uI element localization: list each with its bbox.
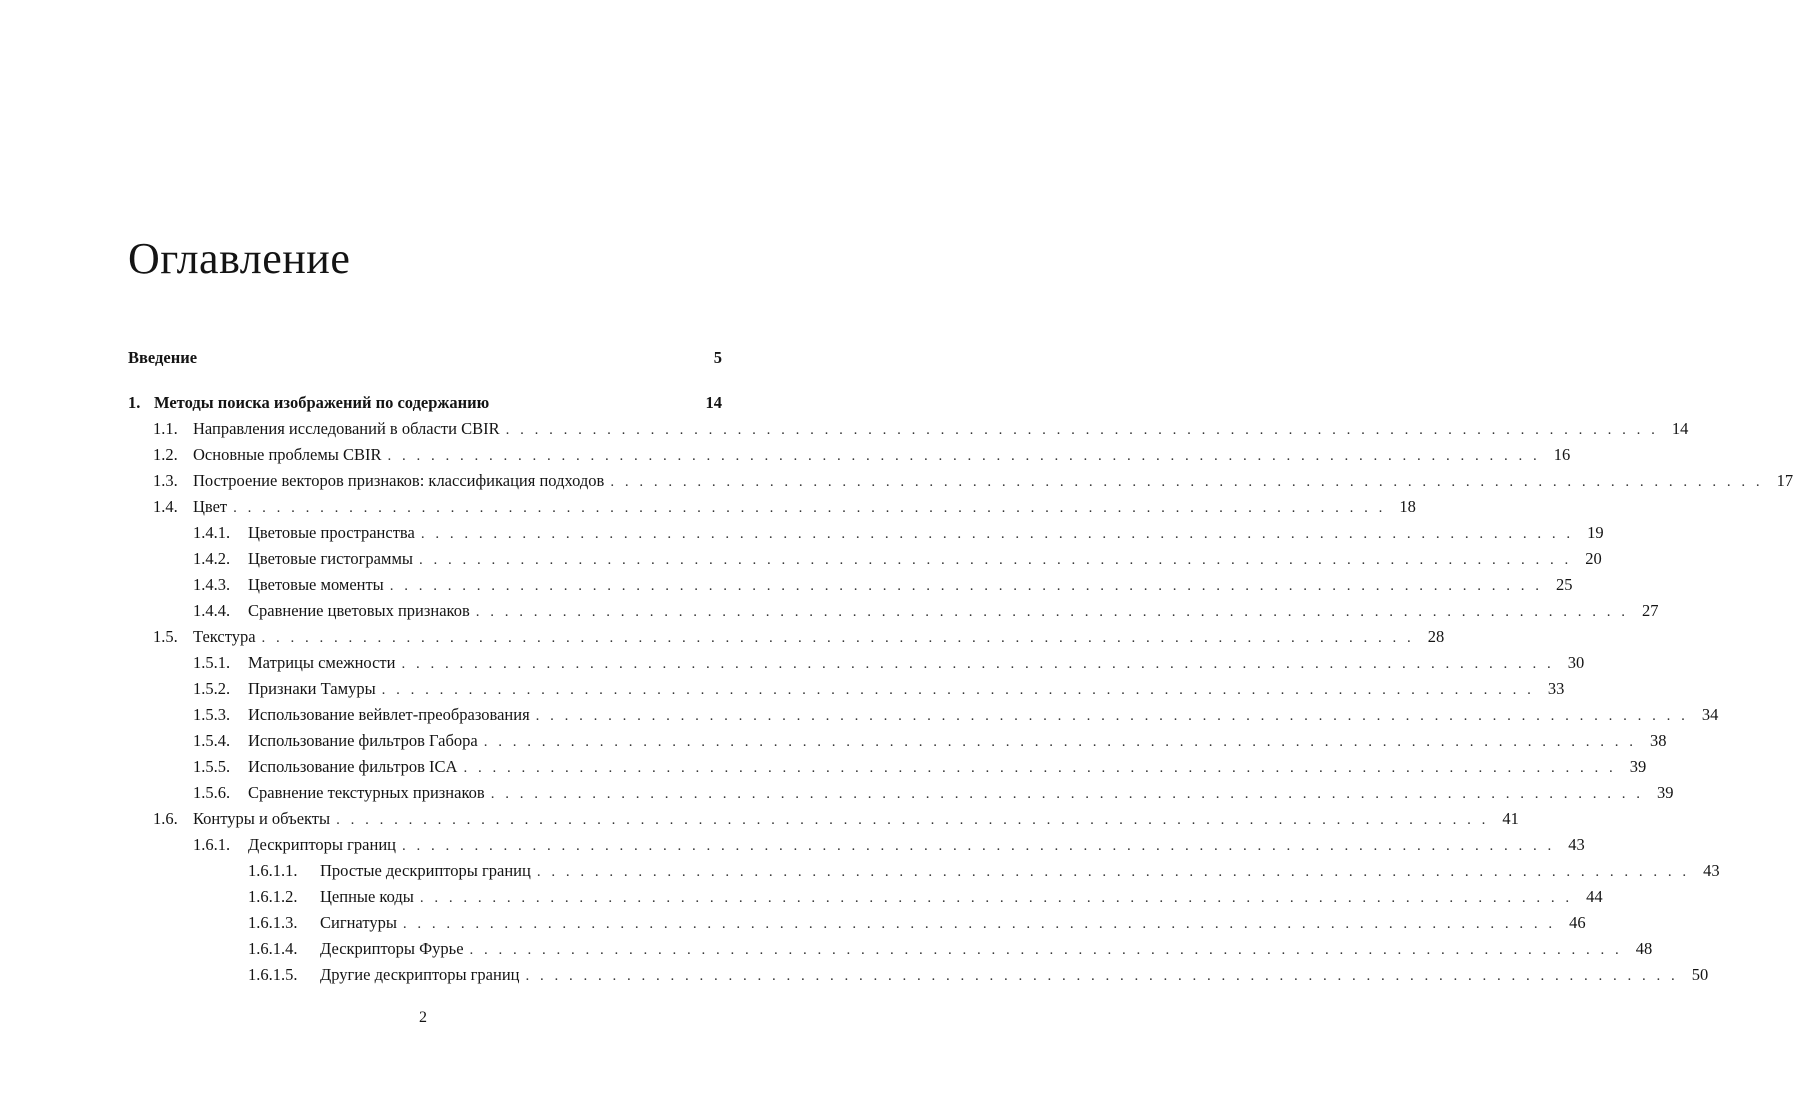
toc-leader-dots: . . . . . . . . . . . . . . . . . . . . . . . . . . . . . . . . . . . . . . . . . . . . . . . . . . . . . . . . . . . . . . . . . . . . . . . . . . . . . . . . [418, 552, 1572, 568]
toc-entry-title: Построение векторов признаков: классификация подходов [193, 471, 605, 490]
toc-entry[interactable] [193, 702, 1719, 728]
toc-entry-page: 38 [1649, 731, 1667, 750]
toc-entry[interactable] [193, 598, 1659, 624]
toc-entry-title: Сигнатуры [320, 913, 397, 932]
toc-leader-dots: . . . . . . . . . . . . . . . . . . . . . . . . . . . . . . . . . . . . . . . . . . . . . . . . . . . . . . . . . . . . . . . . . . . . . . . . . . . . . . . . [336, 812, 1489, 828]
toc-entry-number: 1.2. [153, 445, 178, 464]
toc-entry-number: 1.5.1. [193, 653, 231, 672]
toc-entry-page: 14 [705, 393, 722, 412]
toc-entry-number: 1. [128, 393, 141, 412]
toc-entry-number: 1.4.2. [193, 549, 231, 568]
toc-entry-number: 1.5.2. [193, 679, 231, 698]
toc-entry-page: 19 [1587, 523, 1604, 542]
toc-entry-title: Использование фильтров Габора [248, 731, 478, 750]
toc-entry[interactable] [193, 572, 1573, 598]
toc-leader-dots: . . . . . . . . . . . . . . . . . . . . . . . . . . . . . . . . . . . . . . . . . . . . . . . . . . . . . . . . . . . . . . . . . . . . . . . . . . . . . . . . [490, 786, 1644, 802]
toc-entry[interactable] [248, 910, 1586, 936]
page-title: Оглавление [128, 234, 351, 283]
toc-entry-title: Цепные коды [320, 887, 414, 906]
toc-leader-dots: . . . . . . . . . . . . . . . . . . . . . . . . . . . . . . . . . . . . . . . . . . . . . . . . . . . . . . . . . . . . . . . . . . . . . . . . . . . . . . . . [463, 760, 1617, 776]
toc-entry[interactable] [153, 494, 1416, 520]
toc-entry-page: 27 [1642, 601, 1659, 620]
toc-entry-page: 14 [1671, 419, 1689, 438]
toc-entry-number: 1.6.1.5. [248, 965, 298, 984]
toc-entry[interactable] [128, 345, 722, 371]
toc-entry-page: 44 [1586, 887, 1603, 906]
toc-leader-dots: . . . . . . . . . . . . . . . . . . . . . . . . . . . . . . . . . . . . . . . . . . . . . . . . . . . . . . . . . . . . . . . . . . . . . . . . . . . . . . . . [469, 942, 1623, 958]
toc-entry-title: Признаки Тамуры [248, 679, 376, 698]
toc-leader-dots: . . . . . . . . . . . . . . . . . . . . . . . . . . . . . . . . . . . . . . . . . . . . . . . . . . . . . . . . . . . . . . . . . . . . . . . . . . . . . . . . [536, 864, 1690, 880]
toc-entry-page: 46 [1569, 913, 1586, 932]
toc-entry[interactable] [193, 546, 1602, 572]
toc-entry[interactable] [193, 754, 1647, 780]
toc-leader-dots: . . . . . . . . . . . . . . . . . . . . . . . . . . . . . . . . . . . . . . . . . . . . . . . . . . . . . . . . . . . . . . . . . . . . . . . . . . . . . . . . [419, 890, 1573, 906]
toc-entry-title: Использование вейвлет-преобразования [248, 705, 530, 724]
toc-entry-page: 28 [1427, 627, 1445, 646]
toc-entry[interactable] [128, 390, 722, 416]
toc-entry[interactable] [248, 962, 1709, 988]
toc-entry[interactable] [193, 832, 1585, 858]
toc-entry-title: Использование фильтров ICA [248, 757, 458, 776]
toc-entry-page: 50 [1691, 965, 1709, 984]
toc-entry-title: Контуры и объекты [193, 809, 331, 828]
toc-entry-number: 1.6. [153, 809, 178, 828]
toc-entry[interactable] [153, 468, 1793, 494]
toc-leader-dots: . . . . . . . . . . . . . . . . . . . . . . . . . . . . . . . . . . . . . . . . . . . . . . . . . . . . . . . . . . . . . . . . . . . . . . . . . . . . . . . . [401, 838, 1555, 854]
toc-leader-dots: . . . . . . . . . . . . . . . . . . . . . . . . . . . . . . . . . . . . . . . . . . . . . . . . . . . . . . . . . . . . . . . . . . . . . . . . . . . . . . . . [401, 656, 1555, 672]
toc-entry-title: Дескрипторы Фурье [320, 939, 464, 958]
toc-entry-title: Цветовые пространства [248, 523, 415, 542]
toc-leader-dots: . . . . . . . . . . . . . . . . . . . . . . . . . . . . . . . . . . . . . . . . . . . . . . . . . . . . . . . . . . . . . . . . . . . . . . . . . . . . . . . . [387, 448, 1541, 464]
toc-entry[interactable] [153, 442, 1571, 468]
toc-entry-title: Сравнение текстурных признаков [248, 783, 485, 802]
toc-entry-page: 5 [713, 348, 722, 367]
toc-entry-title: Простые дескрипторы границ [320, 861, 531, 880]
toc-entry[interactable] [153, 624, 1445, 650]
toc-entry-page: 18 [1399, 497, 1416, 516]
toc-entry[interactable] [153, 806, 1519, 832]
toc-entry-page: 16 [1553, 445, 1571, 464]
toc-leader-dots: . . . . . . . . . . . . . . . . . . . . . . . . . . . . . . . . . . . . . . . . . . . . . . . . . . . . . . . . . . . . . . . . . . . . . . . . . . . . . . . . [389, 578, 1543, 594]
toc-entry-number: 1.5.4. [193, 731, 231, 750]
toc-entry[interactable] [248, 936, 1653, 962]
toc-entry-number: 1.5. [153, 627, 178, 646]
toc-entry-title: Направления исследований в области CBIR [193, 419, 500, 438]
toc-entry-number: 1.6.1.1. [248, 861, 298, 880]
toc-entry[interactable] [193, 520, 1604, 546]
toc-entry-title: Текстура [193, 627, 256, 646]
toc-entry-page: 39 [1656, 783, 1674, 802]
toc-entry[interactable] [193, 676, 1565, 702]
toc-leader-dots: . . . . . . . . . . . . . . . . . . . . . . . . . . . . . . . . . . . . . . . . . . . . . . . . . . . . . . . . . . . . . . . . . . . . . . . . . . . . . . . . [475, 604, 1629, 620]
toc-entry[interactable] [248, 884, 1603, 910]
toc-entry[interactable] [193, 650, 1585, 676]
toc-entry-title: Цветовые моменты [248, 575, 384, 594]
toc-entry-page: 17 [1776, 471, 1793, 490]
toc-entry-page: 43 [1568, 835, 1585, 854]
toc-entry-page: 25 [1556, 575, 1573, 594]
toc-entry-title: Цвет [193, 497, 228, 516]
toc-entry-page: 39 [1629, 757, 1647, 776]
toc-entry-number: 1.4. [153, 497, 178, 516]
toc-entry-title: Сравнение цветовых признаков [248, 601, 470, 620]
toc-leader-dots: . . . . . . . . . . . . . . . . . . . . . . . . . . . . . . . . . . . . . . . . . . . . . . . . . . . . . . . . . . . . . . . . . . . . . . . . . . . . . . . . [610, 474, 1764, 490]
toc-entry-page: 34 [1701, 705, 1719, 724]
toc-leader-dots: . . . . . . . . . . . . . . . . . . . . . . . . . . . . . . . . . . . . . . . . . . . . . . . . . . . . . . . . . . . . . . . . . . . . . . . . . . . . . . . . [381, 682, 1535, 698]
toc-entry-number: 1.1. [153, 419, 178, 438]
toc-entry-page: 43 [1703, 861, 1720, 880]
toc-entry-number: 1.4.4. [193, 601, 231, 620]
toc-entry[interactable] [193, 728, 1667, 754]
toc-entry-number: 1.3. [153, 471, 178, 490]
toc-entry-title: Другие дескрипторы границ [320, 965, 520, 984]
toc-entry[interactable] [193, 780, 1674, 806]
toc-leader-dots: . . . . . . . . . . . . . . . . . . . . . . . . . . . . . . . . . . . . . . . . . . . . . . . . . . . . . . . . . . . . . . . . . . . . . . . . . . . . . . . . [402, 916, 1556, 932]
toc-entry-number: 1.4.3. [193, 575, 231, 594]
page-number: 2 [419, 1009, 427, 1026]
toc-entry-page: 33 [1547, 679, 1565, 698]
toc-entry-number: 1.6.1.4. [248, 939, 298, 958]
toc-entry-number: 1.4.1. [193, 523, 231, 542]
toc-entry-title: Методы поиска изображений по содержанию [154, 393, 490, 412]
toc-leader-dots: . . . . . . . . . . . . . . . . . . . . . . . . . . . . . . . . . . . . . . . . . . . . . . . . . . . . . . . . . . . . . . . . . . . . . . . . . . . . . . . . [525, 968, 1679, 984]
toc-leader-dots: . . . . . . . . . . . . . . . . . . . . . . . . . . . . . . . . . . . . . . . . . . . . . . . . . . . . . . . . . . . . . . . . . . . . . . . . . . . . . . . . [535, 708, 1689, 724]
toc-entry-page: 30 [1567, 653, 1585, 672]
toc-entry-page: 20 [1585, 549, 1602, 568]
toc-leader-dots: . . . . . . . . . . . . . . . . . . . . . . . . . . . . . . . . . . . . . . . . . . . . . . . . . . . . . . . . . . . . . . . . . . . . . . . . . . . . . . . . [483, 734, 1637, 750]
toc-leader-dots: . . . . . . . . . . . . . . . . . . . . . . . . . . . . . . . . . . . . . . . . . . . . . . . . . . . . . . . . . . . . . . . . . . . . . . . . . . . . . . . . [261, 630, 1415, 646]
toc-leader-dots: . . . . . . . . . . . . . . . . . . . . . . . . . . . . . . . . . . . . . . . . . . . . . . . . . . . . . . . . . . . . . . . . . . . . . . . . . . . . . . . . [420, 526, 1574, 542]
toc-entry-number: 1.6.1.2. [248, 887, 298, 906]
toc-entry[interactable] [248, 858, 1720, 884]
toc-entry-title: Основные проблемы CBIR [193, 445, 382, 464]
toc-entry-number: 1.6.1.3. [248, 913, 298, 932]
toc-entry-title: Цветовые гистограммы [248, 549, 413, 568]
toc-entry-page: 48 [1635, 939, 1653, 958]
toc-entry-number: 1.6.1. [193, 835, 231, 854]
toc-entry-title: Введение [128, 348, 198, 367]
toc-entry-number: 1.5.6. [193, 783, 231, 802]
toc-entry-page: 41 [1502, 809, 1519, 828]
toc-entry-number: 1.5.3. [193, 705, 231, 724]
toc-entry[interactable] [153, 416, 1689, 442]
toc-entry-number: 1.5.5. [193, 757, 231, 776]
toc-entry-title: Матрицы смежности [248, 653, 396, 672]
toc-leader-dots: . . . . . . . . . . . . . . . . . . . . . . . . . . . . . . . . . . . . . . . . . . . . . . . . . . . . . . . . . . . . . . . . . . . . . . . . . . . . . . . . [505, 422, 1659, 438]
toc-leader-dots: . . . . . . . . . . . . . . . . . . . . . . . . . . . . . . . . . . . . . . . . . . . . . . . . . . . . . . . . . . . . . . . . . . . . . . . . . . . . . . . . [233, 500, 1386, 516]
toc-entry-title: Дескрипторы границ [248, 835, 396, 854]
